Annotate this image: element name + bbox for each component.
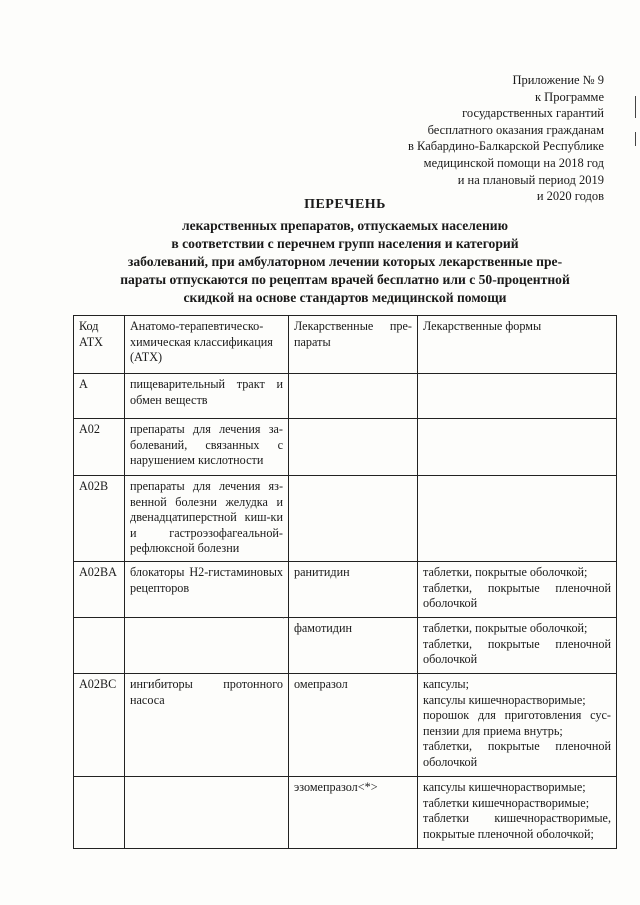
table-row bbox=[74, 673, 617, 776]
title-line: заболеваний, при амбулаторном лечении которых лекарственные пре- bbox=[127, 254, 563, 269]
cell-code bbox=[74, 617, 125, 673]
cell-classification: препараты для лечения яз-венной болезни желудка и двенадцатиперстной киш-ки и гастроэзофагеальной-рефлюксной болезни bbox=[125, 476, 289, 562]
cell-classification: препараты для лечения за-болеваний, связанных с нарушением кислотности bbox=[125, 419, 289, 476]
cell-forms bbox=[418, 617, 617, 673]
cell-classification: ингибиторы протонного насоса bbox=[125, 673, 289, 776]
appendix-line: медицинской помощи на 2018 год bbox=[423, 155, 604, 170]
drug-list-table bbox=[73, 315, 617, 849]
form-line: таблетки, покрытые пленочной оболочкой bbox=[423, 580, 611, 611]
header-code-line: Код bbox=[79, 319, 99, 333]
cell-forms bbox=[418, 776, 617, 848]
header-forms: Лекарственные формы bbox=[418, 316, 617, 374]
cell-classification bbox=[125, 617, 289, 673]
cell-code: A02 bbox=[74, 419, 125, 476]
cell-drug: ранитидин bbox=[289, 561, 418, 617]
title-line: в соответствии с перечнем групп населения и категорий bbox=[171, 236, 519, 251]
cell-classification: блокаторы H2-гистаминовых рецепторов bbox=[125, 561, 289, 617]
cell-classification: пищеварительный тракт и обмен веществ bbox=[125, 374, 289, 419]
appendix-block bbox=[344, 72, 604, 205]
header-code bbox=[74, 316, 125, 374]
cell-forms bbox=[418, 561, 617, 617]
table-row bbox=[74, 476, 617, 562]
cell-code: A02B bbox=[74, 476, 125, 562]
appendix-line: бесплатного оказания гражданам bbox=[427, 122, 604, 137]
title-line: скидкой на основе стандартов медицинской помощи bbox=[183, 290, 507, 305]
form-line: таблетки, покрытые пленочной оболочкой bbox=[423, 739, 611, 769]
cell-forms bbox=[418, 419, 617, 476]
form-line: капсулы; bbox=[423, 676, 469, 691]
document-title bbox=[90, 196, 600, 307]
table-row bbox=[74, 374, 617, 419]
cell-code: A02BA bbox=[74, 561, 125, 617]
table-row bbox=[74, 419, 617, 476]
scan-edge-mark bbox=[635, 132, 636, 146]
cell-forms bbox=[418, 476, 617, 562]
form-line: таблетки кишечнорастворимые; bbox=[423, 795, 590, 810]
table-row bbox=[74, 776, 617, 848]
scan-speck: · bbox=[282, 614, 285, 623]
table-header-row bbox=[74, 316, 617, 374]
cell-code: A02BC bbox=[74, 673, 125, 776]
cell-code bbox=[74, 776, 125, 848]
table-row bbox=[74, 617, 617, 673]
cell-drug: омепразол bbox=[289, 673, 418, 776]
form-line: таблетки, покрытые пленочной оболочкой bbox=[423, 636, 611, 667]
header-classification: Анатомо-терапевтическо-химическая классификация (АТХ) bbox=[125, 316, 289, 374]
cell-classification bbox=[125, 776, 289, 848]
cell-forms bbox=[418, 673, 617, 776]
cell-forms bbox=[418, 374, 617, 419]
cell-drug: фамотидин bbox=[289, 617, 418, 673]
scan-edge-mark bbox=[635, 96, 636, 118]
form-line: таблетки кишечнорастворимые, покрытые пленочной оболочкой; bbox=[423, 811, 611, 841]
form-line: капсулы кишечнорастворимые; bbox=[423, 779, 586, 794]
cell-drug bbox=[289, 374, 418, 419]
form-line: порошок для приготовления сус-пензии для приема внутрь; bbox=[423, 708, 611, 738]
cell-drug bbox=[289, 419, 418, 476]
header-drugs: Лекарственные пре-параты bbox=[289, 316, 418, 374]
appendix-line: в Кабардино-Балкарской Республике bbox=[408, 139, 604, 154]
title-heading: ПЕРЕЧЕНЬ bbox=[304, 197, 386, 212]
cell-code: A bbox=[74, 374, 125, 419]
title-line: лекарственных препаратов, отпускаемых населению bbox=[182, 218, 508, 233]
appendix-line: Приложение № 9 bbox=[512, 73, 604, 87]
appendix-line: государственных гарантий bbox=[462, 106, 604, 121]
table-row bbox=[74, 561, 617, 617]
appendix-line: и на плановый период 2019 bbox=[457, 172, 604, 187]
header-code-line: АТХ bbox=[79, 334, 103, 349]
form-line: таблетки, покрытые оболочкой; bbox=[423, 564, 588, 579]
form-line: таблетки, покрытые оболочкой; bbox=[423, 620, 588, 635]
title-line: параты отпускаются по рецептам врачей бесплатно или с 50-процентной bbox=[120, 272, 570, 287]
cell-drug bbox=[289, 476, 418, 562]
appendix-line: к Программе bbox=[534, 89, 604, 104]
form-line: капсулы кишечнорастворимые; bbox=[423, 692, 586, 707]
cell-drug: эзомепразол<*> bbox=[289, 776, 418, 848]
appendix-line: и 2020 годов bbox=[536, 189, 604, 204]
